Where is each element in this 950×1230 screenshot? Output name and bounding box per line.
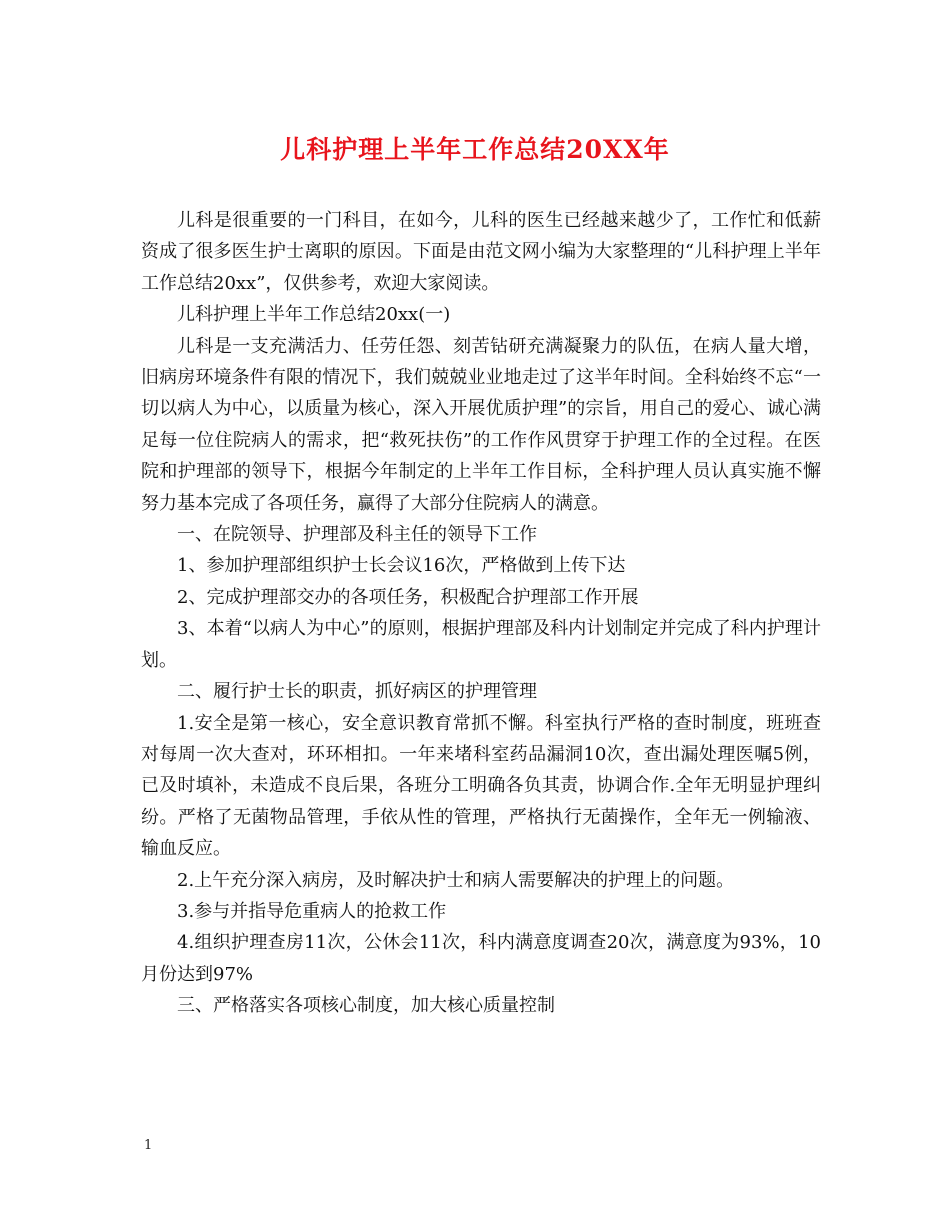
section-heading-1: 一、在院领导、护理部及科主任的领导下工作 bbox=[177, 524, 537, 546]
list-item: 3、本着“以病人为中心”的原则，根据护理部及科内计划制定并完成了科内护理计划。 bbox=[141, 618, 821, 671]
paragraph-subtitle: 儿科护理上半年工作总结20xx(一) bbox=[177, 304, 451, 326]
list-item: 4.组织护理查房11次，公休会11次，科内满意度调查20次，满意度为93%，10月份达到97% bbox=[141, 932, 821, 985]
document-body bbox=[141, 205, 821, 1022]
list-item: 2、完成护理部交办的各项任务，积极配合护理部工作开展 bbox=[177, 586, 639, 608]
list-item: 2.上午充分深入病房，及时解决护士和病人需要解决的护理上的问题。 bbox=[177, 869, 735, 891]
paragraph-overview: 儿科是一支充满活力、任劳任怨、刻苦钻研充满凝聚力的队伍，在病人量大增，旧病房环境条件有限的情况下，我们兢兢业业地走过了这半年时间。全科始终不忘“一切以病人为中心，以质量为核心，深入开展优质护理”的宗旨，用自己的爱心、诚心满足每一位住院病人的需求，把“救死扶伤”的工作作风贯穿于护理工作的全过程。在医院和护理部的领导下，根据今年制定的上半年工作目标，全科护理人员认真实施不懈努力基本完成了各项任务，赢得了大部分住院病人的满意。 bbox=[141, 335, 821, 514]
list-item: 3.参与并指导危重病人的抢救工作 bbox=[177, 900, 447, 922]
document-title: 儿科护理上半年工作总结20XX年 bbox=[280, 135, 670, 164]
list-item: 1.安全是第一核心，安全意识教育常抓不懈。科室执行严格的查时制度，班班查对每周一次大查对，环环相扣。一年来堵科室药品漏洞10次，查出漏处理医嘱5例，已及时填补，未造成不良后果，各班分工明确各负其责，协调合作.全年无明显护理纠纷。严格了无菌物品管理，手依从性的管理，严格执行无菌操作，全年无一例输液、输血反应。 bbox=[141, 712, 821, 860]
paragraph-intro: 儿科是很重要的一门科目，在如今，儿科的医生已经越来越少了，工作忙和低薪资成了很多医生护士离职的原因。下面是由范文网小编为大家整理的“儿科护理上半年工作总结20xx”，仅供参考，欢迎大家阅读。 bbox=[141, 210, 821, 294]
section-heading-2: 二、履行护士长的职责，抓好病区的护理管理 bbox=[177, 681, 537, 703]
section-heading-3: 三、严格落实各项核心制度，加大核心质量控制 bbox=[177, 995, 555, 1017]
list-item: 1、参加护理部组织护士长会议16次，严格做到上传下达 bbox=[177, 555, 626, 577]
page-number: 1 bbox=[144, 1138, 153, 1153]
